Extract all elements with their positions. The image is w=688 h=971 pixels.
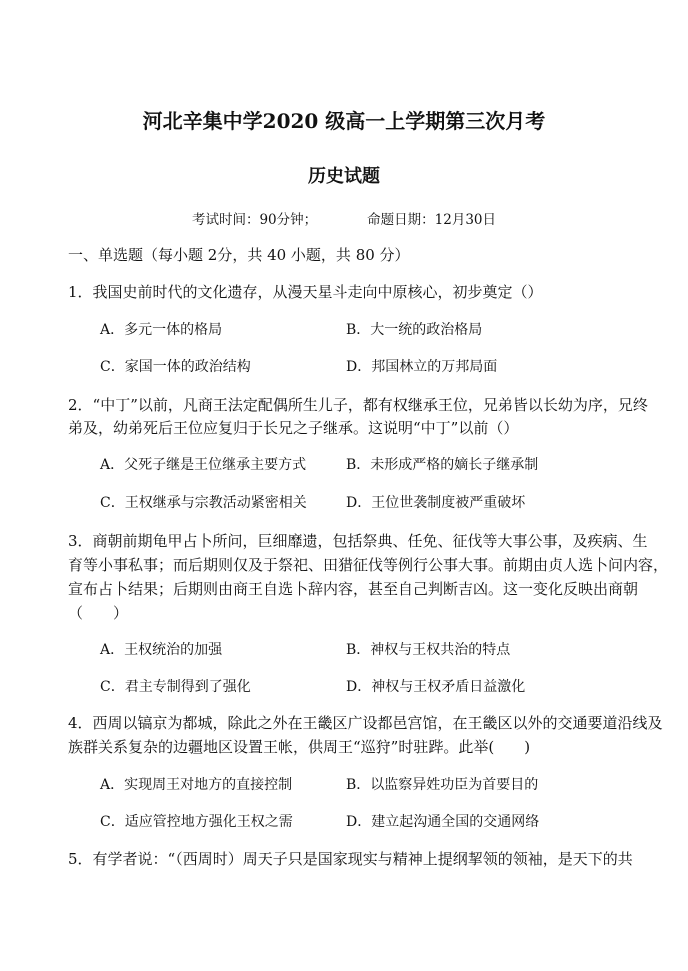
- option-b: B．大一统的政治格局: [346, 322, 483, 338]
- exam-subject: 历史试题: [308, 166, 380, 187]
- question-stem-line: 育等小事私事；而后期则仅及于祭祀、田猎征伐等例行公事大事。前期由贞人选卜问内容，: [68, 556, 669, 574]
- question-stem-line: 2．“中丁”以前，凡商王法定配偶所生儿子，都有权继承王位，兄弟皆以长幼为序，兄终: [68, 396, 648, 414]
- option-c: C．家国一体的政治结构: [100, 359, 251, 375]
- option-a: A．多元一体的格局: [100, 322, 223, 338]
- question-stem-line: 族群关系复杂的边疆地区设置王帐，供周王“巡狩”时驻跸。此举( ): [68, 738, 531, 756]
- question-stem-line: 5．有学者说：“（西周时）周天子只是国家现实与精神上提纲挈领的领袖，是天下的共: [68, 850, 633, 868]
- option-c: C．适应管控地方强化王权之需: [100, 814, 293, 830]
- option-b: B．神权与王权共治的特点: [346, 642, 511, 658]
- question-stem-line: 弟及，幼弟死后王位应复归于长兄之子继承。这说明“中丁”以前（）: [68, 419, 519, 437]
- option-d: D．建立起沟通全国的交通网络: [346, 814, 540, 830]
- option-d: D．王位世袭制度被严重破坏: [346, 495, 526, 511]
- exam-date: 命题日期：12月30日: [367, 212, 497, 228]
- option-d: D．神权与王权矛盾日益激化: [346, 679, 526, 695]
- option-b: B．以监察异姓功臣为首要目的: [346, 777, 539, 793]
- section-heading: 一、单选题（每小题 2分，共 40 小题，共 80 分）: [68, 246, 410, 264]
- question-stem-line: 4．西周以镐京为都城，除此之外在王畿区广设都邑宫馆，在王畿区以外的交通要道沿线及: [68, 714, 663, 732]
- question-stem-line: （ ）: [68, 604, 129, 622]
- question-stem-line: 宣布占卜结果；后期则由商王自选卜辞内容，甚至自己判断吉凶。这一变化反映出商朝: [68, 580, 639, 598]
- option-a: A．王权统治的加强: [100, 642, 223, 658]
- exam-meta: [0, 208, 688, 228]
- option-b: B．未形成严格的嫡长子继承制: [346, 457, 539, 473]
- exam-time: 考试时间：90分钟；: [191, 212, 318, 228]
- option-a: A．实现周王对地方的直接控制: [100, 777, 293, 793]
- option-a: A．父死子继是王位继承主要方式: [100, 457, 307, 473]
- question-stem-line: 3．商朝前期龟甲占卜所问，巨细靡遗，包括祭典、任免、征伐等大事公事，及疾病、生: [68, 532, 648, 550]
- option-c: C．君主专制得到了强化: [100, 679, 251, 695]
- question-stem-line: 1．我国史前时代的文化遗存，从漫天星斗走向中原核心，初步奠定（）: [68, 283, 543, 301]
- exam-title: 河北辛集中学2020 级高一上学期第三次月考: [142, 109, 546, 133]
- option-c: C．王权继承与宗教活动紧密相关: [100, 495, 307, 511]
- option-d: D．邦国林立的万邦局面: [346, 359, 498, 375]
